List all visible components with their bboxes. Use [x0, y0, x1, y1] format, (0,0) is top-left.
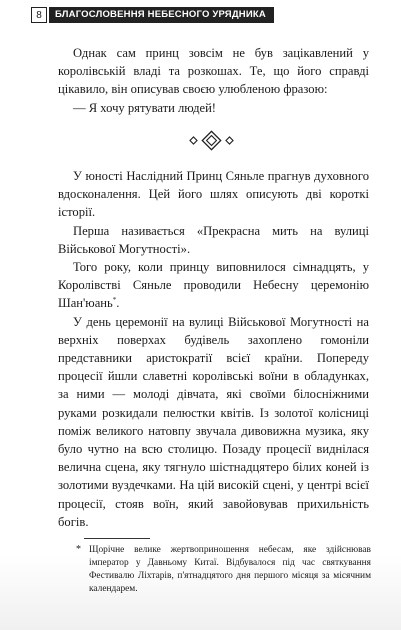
footnote — [76, 544, 371, 596]
footnote-text: Щорічне велике жертвоприношення небесам, яке здійснював імператор у Давньому Китаї. Відбувалося під час святкування Фестивалю Ліхтарів, п'ятнадцятого дня першого місяця за місячним календарем. — [89, 545, 371, 594]
paragraph-text: Того року, коли принцу виповнилося сімнадцять, у Королівстві Сяньле проводили Небесну церемонію Шан'юань — [58, 260, 369, 311]
paragraph: Однак сам принц зовсім не був зацікавлений у королівській владі та розкошах. Те, що його справді цікавило, він описував своєю улюбленою фразою: — [58, 46, 369, 97]
text-block-main — [58, 167, 369, 531]
running-header — [31, 6, 274, 24]
paragraph: У юності Наслідний Принц Сяньле прагнув духовного вдосконалення. Цей його шлях описують дві короткі історії. — [58, 169, 369, 220]
page-number: 8 — [31, 7, 47, 23]
paragraph: — Я хочу рятувати людей! — [73, 100, 217, 115]
paragraph-end: . — [116, 296, 120, 311]
footnote-reference[interactable]: * — [112, 296, 117, 305]
paragraph — [58, 258, 369, 313]
paragraph: У день церемонії на вулиці Військової Могутності на верхніх поверхах будівель захоплено гомоніли представники аристократії всієї країни. Попереду процесії йшли славетні королівські воїни в обладунках, за ними — молоді дівчата, які своїми білосніжними руками розкидали пелюстки квітів. Із золотої колісниці поміж великого натовпу звучала дивовижна музика, яку було чутно на всю столицю. Позаду процесії виднілася велична сцена, яку тягнуло шістнадцятеро білих коней із золотими вуздечками. На цій високій сцені, у центрі всієї процесії, стояв воїн, який завойовував прихильність богів. — [58, 314, 369, 529]
paragraph: Перша називається «Прекрасна мить на вулиці Військової Могутності». — [58, 223, 369, 256]
text-block-top — [58, 44, 369, 117]
section-divider-ornament-icon — [186, 128, 238, 154]
running-title: БЛАГОСЛОВЕННЯ НЕБЕСНОГО УРЯДНИКА — [49, 7, 274, 23]
footnote-mark: * — [76, 544, 81, 555]
footnote-divider — [84, 538, 150, 539]
